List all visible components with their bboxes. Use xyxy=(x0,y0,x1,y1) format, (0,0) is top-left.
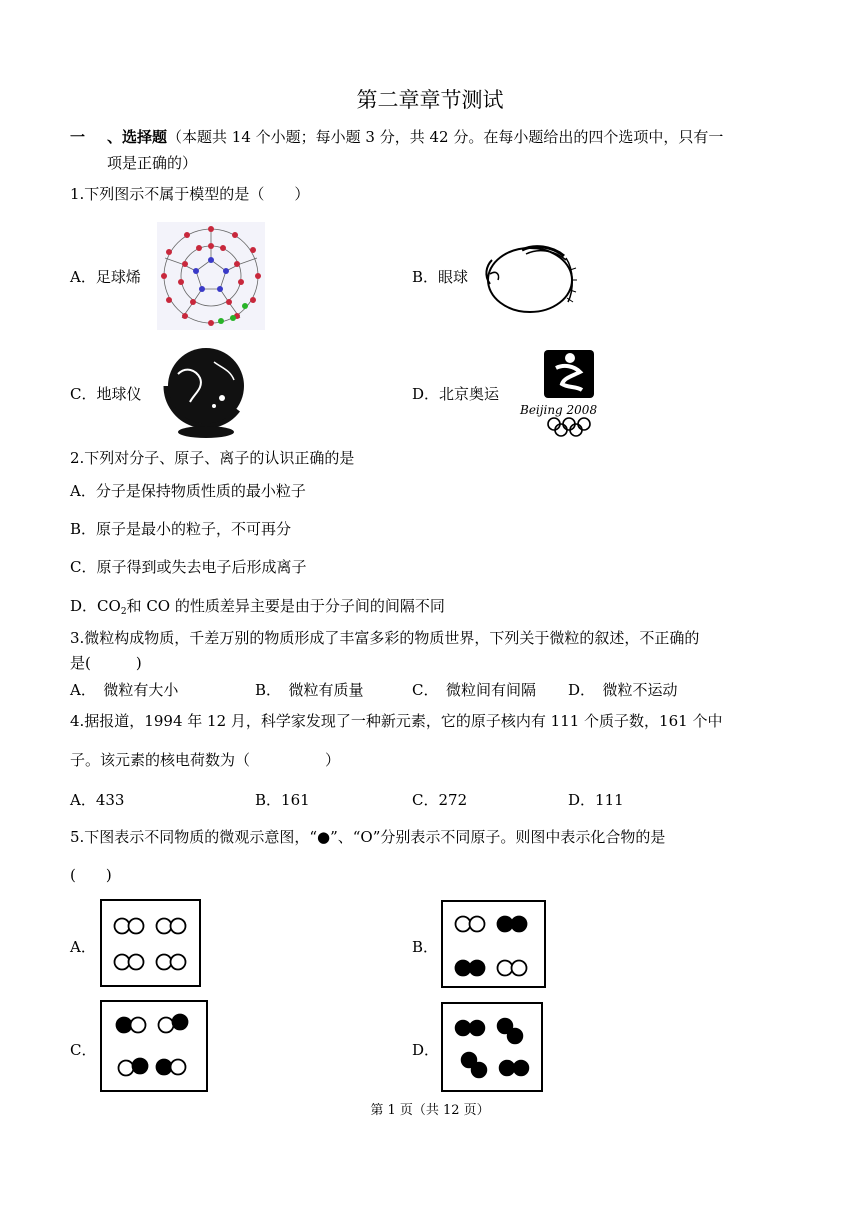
q5-option-a[interactable]: A． xyxy=(70,938,96,956)
option-text: 北京奥运 xyxy=(439,385,500,403)
option-text: D．CO xyxy=(70,597,121,615)
option-letter: D． xyxy=(412,385,440,403)
q5-option-d[interactable]: D． xyxy=(412,1041,440,1059)
option-letter: B． xyxy=(412,268,439,286)
q4-option-c[interactable]: C．272 xyxy=(412,791,468,809)
q1-option-c[interactable] xyxy=(70,383,142,404)
q4-option-d[interactable]: D．111 xyxy=(568,791,624,809)
question-5-stem-continued: ( ) xyxy=(70,866,112,884)
q2-option-d[interactable] xyxy=(70,595,445,617)
q3-option-b[interactable]: B． 微粒有质量 xyxy=(255,681,364,699)
section-note: （本题共 14 个小题；每小题 3 分，共 42 分。在每小题给出的四个选项中，只有一 xyxy=(167,128,724,146)
beijing-olympics-logo-icon xyxy=(518,348,620,438)
q3-option-d[interactable]: D． 微粒不运动 xyxy=(568,681,678,699)
option-letter: C． xyxy=(70,385,97,403)
question-3-stem: 3.微粒构成物质，千差万别的物质形成了丰富多彩的物质世界，下列关于微粒的叙述，不正确的 xyxy=(70,629,700,647)
globe-icon xyxy=(160,344,252,440)
q3-option-a[interactable]: A． 微粒有大小 xyxy=(70,681,179,699)
option-letter: A． xyxy=(70,268,96,286)
q2-option-a[interactable]: A．分子是保持物质性质的最小粒子 xyxy=(70,482,306,500)
q1-option-d[interactable] xyxy=(412,383,499,404)
option-text: 眼球 xyxy=(438,268,469,286)
molecule-diagram-b-icon xyxy=(441,900,546,988)
question-3-stem-continued: 是( ) xyxy=(70,654,142,672)
q2-option-b[interactable]: B．原子是最小的粒子，不可再分 xyxy=(70,520,292,538)
molecule-diagram-c-icon xyxy=(100,1000,208,1092)
q2-option-c[interactable]: C．原子得到或失去电子后形成离子 xyxy=(70,558,307,576)
question-1-stem: 1.下列图示不属于模型的是（ ） xyxy=(70,185,310,203)
section-heading-line xyxy=(107,126,723,147)
buckyball-model-icon xyxy=(157,222,265,330)
option-text: 和 CO 的性质差异主要是由于分子间的间隔不同 xyxy=(126,597,445,615)
section-note-continued: 项是正确的） xyxy=(107,154,198,172)
subscript: 2 xyxy=(120,607,127,617)
q1-option-a[interactable] xyxy=(70,266,141,287)
q3-option-c[interactable]: C． 微粒间有间隔 xyxy=(412,681,536,699)
q5-option-c[interactable]: C． xyxy=(70,1041,97,1059)
page-footer: 第 1 页（共 12 页） xyxy=(370,1103,490,1118)
section-number: 一 xyxy=(70,128,86,146)
option-text: 地球仪 xyxy=(96,385,142,403)
option-text: 足球烯 xyxy=(95,268,141,286)
q4-option-b[interactable]: B．161 xyxy=(255,791,310,809)
section-heading: 、选择题 xyxy=(107,128,168,146)
q4-option-a[interactable]: A．433 xyxy=(70,791,125,809)
question-4-stem: 4.据报道，1994 年 12 月，科学家发现了一种新元素，它的原子核内有 111 个质子数，161 个中 xyxy=(70,712,723,730)
q5-option-b[interactable]: B． xyxy=(412,938,439,956)
question-2-stem: 2.下列对分子、原子、离子的认识正确的是 xyxy=(70,449,355,467)
eyeball-sketch-icon xyxy=(482,240,578,318)
q1-option-b[interactable] xyxy=(412,266,468,287)
molecule-diagram-d-icon xyxy=(441,1002,543,1092)
logo-text: Beijing 2008 xyxy=(520,403,598,417)
molecule-diagram-a-icon xyxy=(100,899,201,987)
page-title: 第二章章节测试 xyxy=(356,88,504,112)
question-5-stem: 5.下图表示不同物质的微观示意图，“●”、“O”分别表示不同原子。则图中表示化合物的是 xyxy=(70,828,666,846)
question-4-stem-continued: 子。该元素的核电荷数为（ ） xyxy=(70,751,341,769)
